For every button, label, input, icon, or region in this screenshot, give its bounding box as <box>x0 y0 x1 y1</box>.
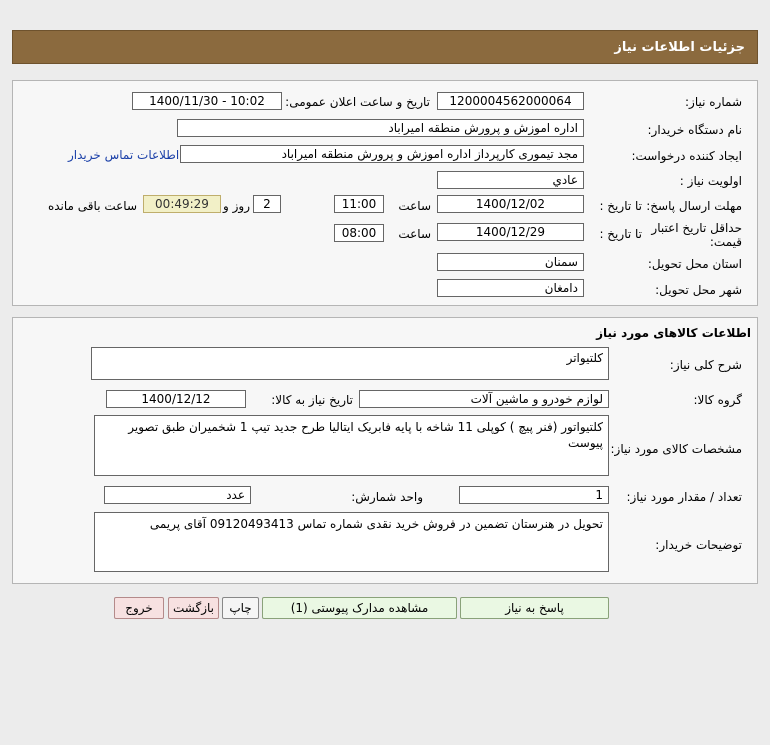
need-number-field: 1200004562000064 <box>437 92 584 110</box>
unit-label: واحد شمارش: <box>351 490 423 504</box>
days-remaining-field: 2 <box>253 195 281 213</box>
deadline-to-date-label: تا تاریخ : <box>599 199 642 213</box>
requester-label: ایجاد کننده درخواست: <box>631 149 742 163</box>
validity-label: حداقل تاریخ اعتبار قیمت: <box>651 221 742 249</box>
general-desc-label: شرح کلی نیاز: <box>669 358 742 372</box>
reply-to-need-button[interactable]: پاسخ به نیاز <box>460 597 609 619</box>
announce-label: تاریخ و ساعت اعلان عمومی: <box>285 95 430 109</box>
validity-time-field: 08:00 <box>334 224 384 242</box>
buyer-contact-link[interactable]: اطلاعات تماس خریدار <box>68 148 180 162</box>
requester-field: مجد تیموری کارپرداز اداره اموزش و پرورش منطقه امیراباد <box>180 145 584 163</box>
view-attachments-button[interactable]: مشاهده مدارک پیوستی (1) <box>262 597 457 619</box>
need-info-panel <box>12 80 758 306</box>
priority-field: عادي <box>437 171 584 189</box>
buyer-notes-field: تحویل در هنرستان تضمین در فروش خرید نقدی شماره تماس 09120493413 آقای پریمی <box>94 512 609 572</box>
need-date-label: تاریخ نیاز به کالا: <box>271 393 353 407</box>
validity-date-field: 1400/12/29 <box>437 223 584 241</box>
province-label: استان محل تحویل: <box>647 257 742 271</box>
specs-label: مشخصات کالای مورد نیاز: <box>610 442 742 456</box>
page-title: جزئیات اطلاعات نیاز <box>614 39 745 55</box>
general-desc-field: کلتیواتر <box>91 347 609 380</box>
print-button[interactable]: چاپ <box>222 597 259 619</box>
deadline-date-field: 1400/12/02 <box>437 195 584 213</box>
deadline-time-label: ساعت <box>398 199 431 213</box>
city-label: شهر محل تحویل: <box>655 283 742 297</box>
qty-label: تعداد / مقدار مورد نیاز: <box>626 490 742 504</box>
specs-field: کلتیواتور (فنر پیچ ) کوپلی 11 شاخه با پایه فابریک ایتالیا طرح جدید تیپ 1 شخمیران طبق تصویر پیوست <box>94 415 609 476</box>
buyer-org-label: نام دستگاه خریدار: <box>647 123 742 137</box>
goods-group-field: لوازم خودرو و ماشین آلات <box>359 390 609 408</box>
announce-field: 1400/11/30 - 10:02 <box>132 92 282 110</box>
buyer-notes-label: توضیحات خریدار: <box>655 538 742 552</box>
validity-to-date-label: تا تاریخ : <box>599 227 642 241</box>
qty-field: 1 <box>459 486 609 504</box>
remaining-time-label: ساعت باقی مانده <box>47 199 137 213</box>
goods-section-title: اطلاعات کالاهای مورد نیاز <box>596 326 751 340</box>
province-field: سمنان <box>437 253 584 271</box>
page-header <box>12 30 758 64</box>
need-date-field: 1400/12/12 <box>106 390 246 408</box>
remaining-time-field: 00:49:29 <box>143 195 221 213</box>
need-number-label: شماره نیاز: <box>685 95 742 109</box>
back-button[interactable]: بازگشت <box>168 597 219 619</box>
exit-button[interactable]: خروج <box>114 597 164 619</box>
priority-label: اولویت نیاز : <box>679 174 742 188</box>
city-field: دامغان <box>437 279 584 297</box>
deadline-time-field: 11:00 <box>334 195 384 213</box>
buyer-org-field: اداره اموزش و پرورش منطقه امیراباد <box>177 119 584 137</box>
validity-time-label: ساعت <box>398 227 431 241</box>
deadline-label: مهلت ارسال پاسخ: <box>646 199 742 213</box>
goods-group-label: گروه کالا: <box>693 393 742 407</box>
unit-field: عدد <box>104 486 251 504</box>
days-label: روز و <box>223 199 250 213</box>
